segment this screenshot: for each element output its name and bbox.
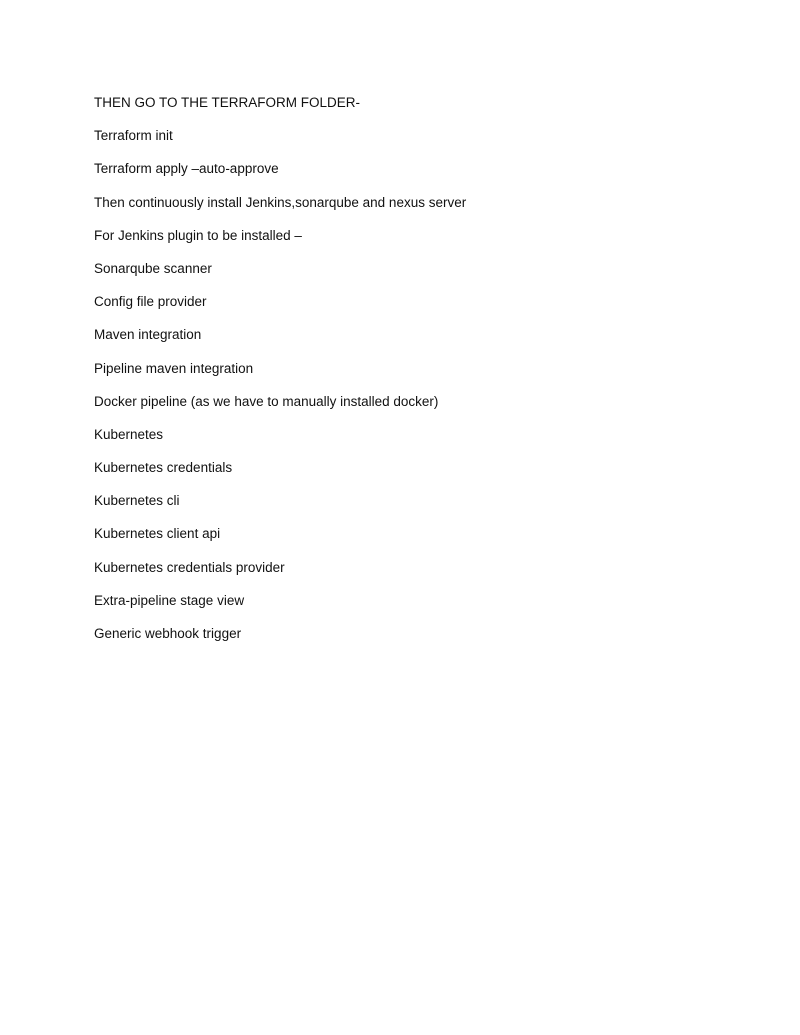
text-line-terraform-init: Terraform init — [94, 128, 173, 144]
plugin-item-sonarqube-scanner: Sonarqube scanner — [94, 260, 212, 276]
plugin-item-docker-pipeline: Docker pipeline (as we have to manually installed docker) — [94, 393, 439, 409]
text-line-terraform-apply: Terraform apply –auto-approve — [94, 161, 279, 177]
plugin-item-kubernetes-credentials-provider: Kubernetes credentials provider — [94, 559, 285, 575]
heading-terraform-folder: THEN GO TO THE TERRAFORM FOLDER- — [94, 95, 361, 110]
plugin-item-pipeline-stage-view: Extra-pipeline stage view — [94, 592, 245, 608]
plugin-item-generic-webhook-trigger: Generic webhook trigger — [94, 626, 242, 641]
plugin-item-kubernetes: Kubernetes — [94, 426, 164, 442]
plugin-item-config-file-provider: Config file provider — [94, 294, 207, 310]
plugin-item-kubernetes-cli: Kubernetes cli — [94, 493, 180, 509]
document-body — [94, 94, 734, 658]
text-line-jenkins-plugins-intro: For Jenkins plugin to be installed – — [94, 227, 302, 243]
text-line-install-servers: Then continuously install Jenkins,sonarqube and nexus server — [94, 194, 467, 210]
plugin-item-pipeline-maven-integration: Pipeline maven integration — [94, 360, 254, 376]
plugin-item-kubernetes-credentials: Kubernetes credentials — [94, 460, 233, 476]
plugin-item-kubernetes-client-api: Kubernetes client api — [94, 526, 221, 542]
plugin-item-maven-integration: Maven integration — [94, 327, 202, 343]
